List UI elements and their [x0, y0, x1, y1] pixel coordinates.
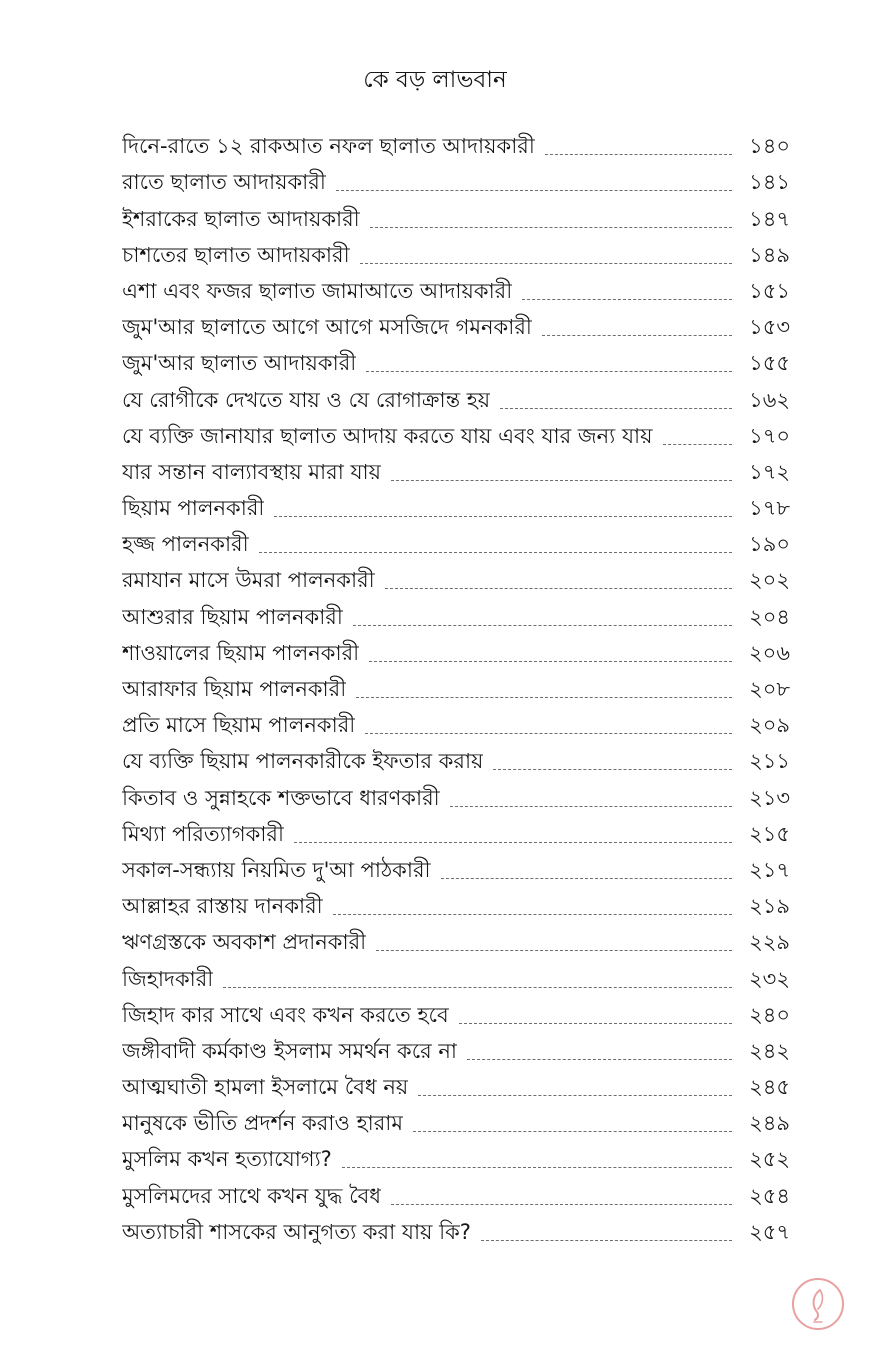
toc-entry-title: জুম'আর ছালাতে আগে আগে মসজিদে গমনকারী: [122, 315, 532, 340]
toc-entry: [122, 924, 790, 960]
dotted-leader: [500, 408, 732, 409]
toc-entry-page-number: ২৫৭: [749, 1219, 790, 1244]
toc-entry-page-number: ২০২: [749, 568, 790, 593]
toc-entry: [122, 743, 790, 779]
toc-entry: [122, 888, 790, 924]
toc-entry-page-number: ১৫৫: [749, 351, 790, 376]
quill-logo-icon: [790, 1276, 846, 1332]
dotted-leader: [223, 987, 732, 988]
toc-entry-title: আল্লাহর রাস্তায় দানকারী: [122, 894, 323, 919]
toc-entry-page-number: ২১৯: [749, 894, 790, 919]
toc-entry-title: হজ্জ পালনকারী: [122, 532, 249, 557]
toc-entry-title: কিতাব ও সুন্নাহকে শক্তভাবে ধারণকারী: [122, 785, 440, 810]
toc-entry-page-number: ২৪২: [749, 1038, 790, 1063]
dotted-leader: [391, 480, 732, 481]
dotted-leader: [369, 661, 732, 662]
dotted-leader: [365, 733, 732, 734]
toc-entry: [122, 997, 790, 1033]
toc-entry-page-number: ২১৭: [749, 857, 790, 882]
toc-entry: [122, 852, 790, 888]
toc-entry-page-number: ২৪০: [749, 1002, 790, 1027]
toc-entry-title: প্রতি মাসে ছিয়াম পালনকারী: [122, 713, 356, 738]
toc-entry-title: আশুরার ছিয়াম পালনকারী: [122, 604, 343, 629]
toc-entry-page-number: ২২৯: [749, 930, 790, 955]
toc-entry: [122, 562, 790, 598]
toc-entry-page-number: ১৪৯: [749, 242, 790, 267]
toc-entry-page-number: ১৭২: [749, 459, 790, 484]
dotted-leader: [481, 1240, 732, 1241]
toc-entry-page-number: ২০৮: [749, 677, 790, 701]
toc-entry-title: অত্যাচারী শাসকের আনুগত্য করা যায় কি?: [122, 1219, 471, 1244]
toc-entry-title: মানুষকে ভীতি প্রদর্শন করাও হারাম: [122, 1111, 403, 1136]
toc-entry-page-number: ১৬২: [749, 387, 790, 412]
toc-entry-title: দিনে-রাতে ১২ রাকআত নফল ছালাত আদায়কারী: [122, 134, 535, 159]
toc-entry-page-number: ১৫৩: [749, 315, 790, 340]
toc-entry-page-number: ২১১: [749, 749, 790, 774]
toc-entry-title: যে রোগীকে দেখতে যায় ও যে রোগাক্রান্ত হয়: [122, 387, 491, 412]
toc-entry-title: জঙ্গীবাদী কর্মকাণ্ড ইসলাম সমর্থন করে না: [122, 1038, 458, 1063]
toc-entry-page-number: ২১৫: [749, 821, 790, 846]
toc-entry: [122, 490, 790, 526]
toc-entry-title: আত্মঘাতী হামলা ইসলামে বৈধ নয়: [122, 1075, 409, 1100]
dotted-leader: [294, 842, 732, 843]
dotted-leader: [542, 335, 732, 336]
toc-entry-title: মিথ্যা পরিত্যাগকারী: [122, 821, 284, 846]
toc-entry: [122, 598, 790, 634]
toc-entry: [122, 381, 790, 417]
toc-entry-title: যে ব্যক্তি জানাযার ছালাত আদায় করতে যায় এবং যার জন্য যায়: [122, 423, 653, 448]
dotted-leader: [493, 769, 732, 770]
toc-entry-page-number: ২৫২: [749, 1147, 790, 1172]
toc-entry: [122, 237, 790, 273]
table-of-contents: [122, 128, 790, 1250]
dotted-leader: [370, 227, 732, 228]
toc-entry-title: ঋণগ্রস্তকে অবকাশ প্রদানকারী: [122, 930, 367, 955]
toc-entry-page-number: ১৪১: [749, 170, 790, 195]
toc-entry: [122, 960, 790, 996]
toc-entry-page-number: ২৫৪: [749, 1183, 790, 1208]
toc-entry-title: জুম'আর ছালাত আদায়কারী: [122, 351, 357, 376]
dotted-leader: [418, 1095, 732, 1096]
toc-entry: [122, 1069, 790, 1105]
dotted-leader: [366, 371, 732, 372]
toc-entry-page-number: ১৪৭: [749, 206, 790, 231]
dotted-leader: [376, 950, 732, 951]
dotted-leader: [663, 444, 732, 445]
dotted-leader: [360, 263, 732, 264]
toc-entry-page-number: ১৫১: [749, 278, 790, 303]
toc-entry: [122, 164, 790, 200]
dotted-leader: [391, 1204, 732, 1205]
toc-entry-title: জিহাদকারী: [122, 966, 214, 991]
toc-entry-title: জিহাদ কার সাথে এবং কখন করতে হবে: [122, 1002, 449, 1027]
toc-entry-title: মুসলিম কখন হত্যাযোগ্য?: [122, 1147, 332, 1172]
dotted-leader: [467, 1059, 732, 1060]
toc-entry: [122, 418, 790, 454]
toc-entry: [122, 635, 790, 671]
toc-entry-title: মুসলিমদের সাথে কখন যুদ্ধ বৈধ: [122, 1183, 382, 1208]
toc-entry: [122, 309, 790, 345]
toc-entry: [122, 454, 790, 490]
toc-entry: [122, 671, 790, 707]
dotted-leader: [459, 1023, 732, 1024]
dotted-leader: [274, 516, 732, 517]
toc-entry: [122, 1214, 790, 1250]
toc-entry-page-number: ১৯০: [749, 532, 790, 557]
toc-entry-title: সকাল-সন্ধ্যায় নিয়মিত দু'আ পাঠকারী: [122, 857, 431, 882]
toc-entry-title: ছিয়াম পালনকারী: [122, 496, 265, 521]
toc-entry-title: চাশতের ছালাত আদায়কারী: [122, 242, 350, 267]
toc-entry: [122, 707, 790, 743]
toc-entry-page-number: ২১৩: [749, 785, 790, 810]
toc-entry-page-number: ২৩২: [749, 966, 790, 991]
dotted-leader: [336, 190, 732, 191]
toc-entry-title: শাওয়ালের ছিয়াম পালনকারী: [122, 640, 360, 665]
toc-entry: [122, 128, 790, 164]
toc-entry: [122, 526, 790, 562]
dotted-leader: [545, 154, 732, 155]
dotted-leader: [353, 625, 732, 626]
page-title: কে বড় লাভবান: [363, 67, 507, 93]
toc-entry-page-number: ২৪৫: [749, 1075, 790, 1100]
toc-entry-title: এশা এবং ফজর ছালাত জামাআতে আদায়কারী: [122, 278, 513, 303]
toc-entry-title: যার সন্তান বাল্যাবস্থায় মারা যায়: [122, 459, 382, 484]
dotted-leader: [385, 588, 732, 589]
dotted-leader: [450, 806, 732, 807]
toc-entry: [122, 1105, 790, 1141]
toc-entry-page-number: ১৪০: [749, 134, 790, 159]
toc-entry: [122, 816, 790, 852]
toc-entry-title: রমাযান মাসে উমরা পালনকারী: [122, 568, 375, 593]
toc-entry-page-number: ২৪৯: [749, 1111, 790, 1136]
toc-entry: [122, 200, 790, 236]
toc-entry-page-number: ১৭৮: [749, 496, 790, 521]
toc-entry-page-number: ২০৯: [749, 713, 790, 738]
toc-entry-page-number: ১৭০: [749, 423, 790, 448]
dotted-leader: [441, 878, 732, 879]
toc-entry-title: ইশরাকের ছালাত আদায়কারী: [122, 206, 360, 231]
dotted-leader: [522, 299, 732, 300]
dotted-leader: [342, 1167, 732, 1168]
dotted-leader: [259, 552, 732, 553]
toc-entry-title: রাতে ছালাত আদায়কারী: [122, 170, 326, 195]
toc-entry: [122, 1033, 790, 1069]
toc-entry: [122, 345, 790, 381]
dotted-leader: [333, 914, 732, 915]
toc-entry-page-number: ২০৪: [749, 604, 790, 629]
toc-entry: [122, 779, 790, 815]
toc-entry-title: যে ব্যক্তি ছিয়াম পালনকারীকে ইফতার করায়: [122, 749, 484, 774]
toc-entry: [122, 273, 790, 309]
toc-entry-title: আরাফার ছিয়াম পালনকারী: [122, 677, 347, 701]
toc-entry: [122, 1141, 790, 1177]
toc-entry: [122, 1177, 790, 1213]
dotted-leader: [356, 697, 732, 698]
dotted-leader: [413, 1131, 732, 1132]
toc-entry-page-number: ২০৬: [749, 640, 790, 665]
